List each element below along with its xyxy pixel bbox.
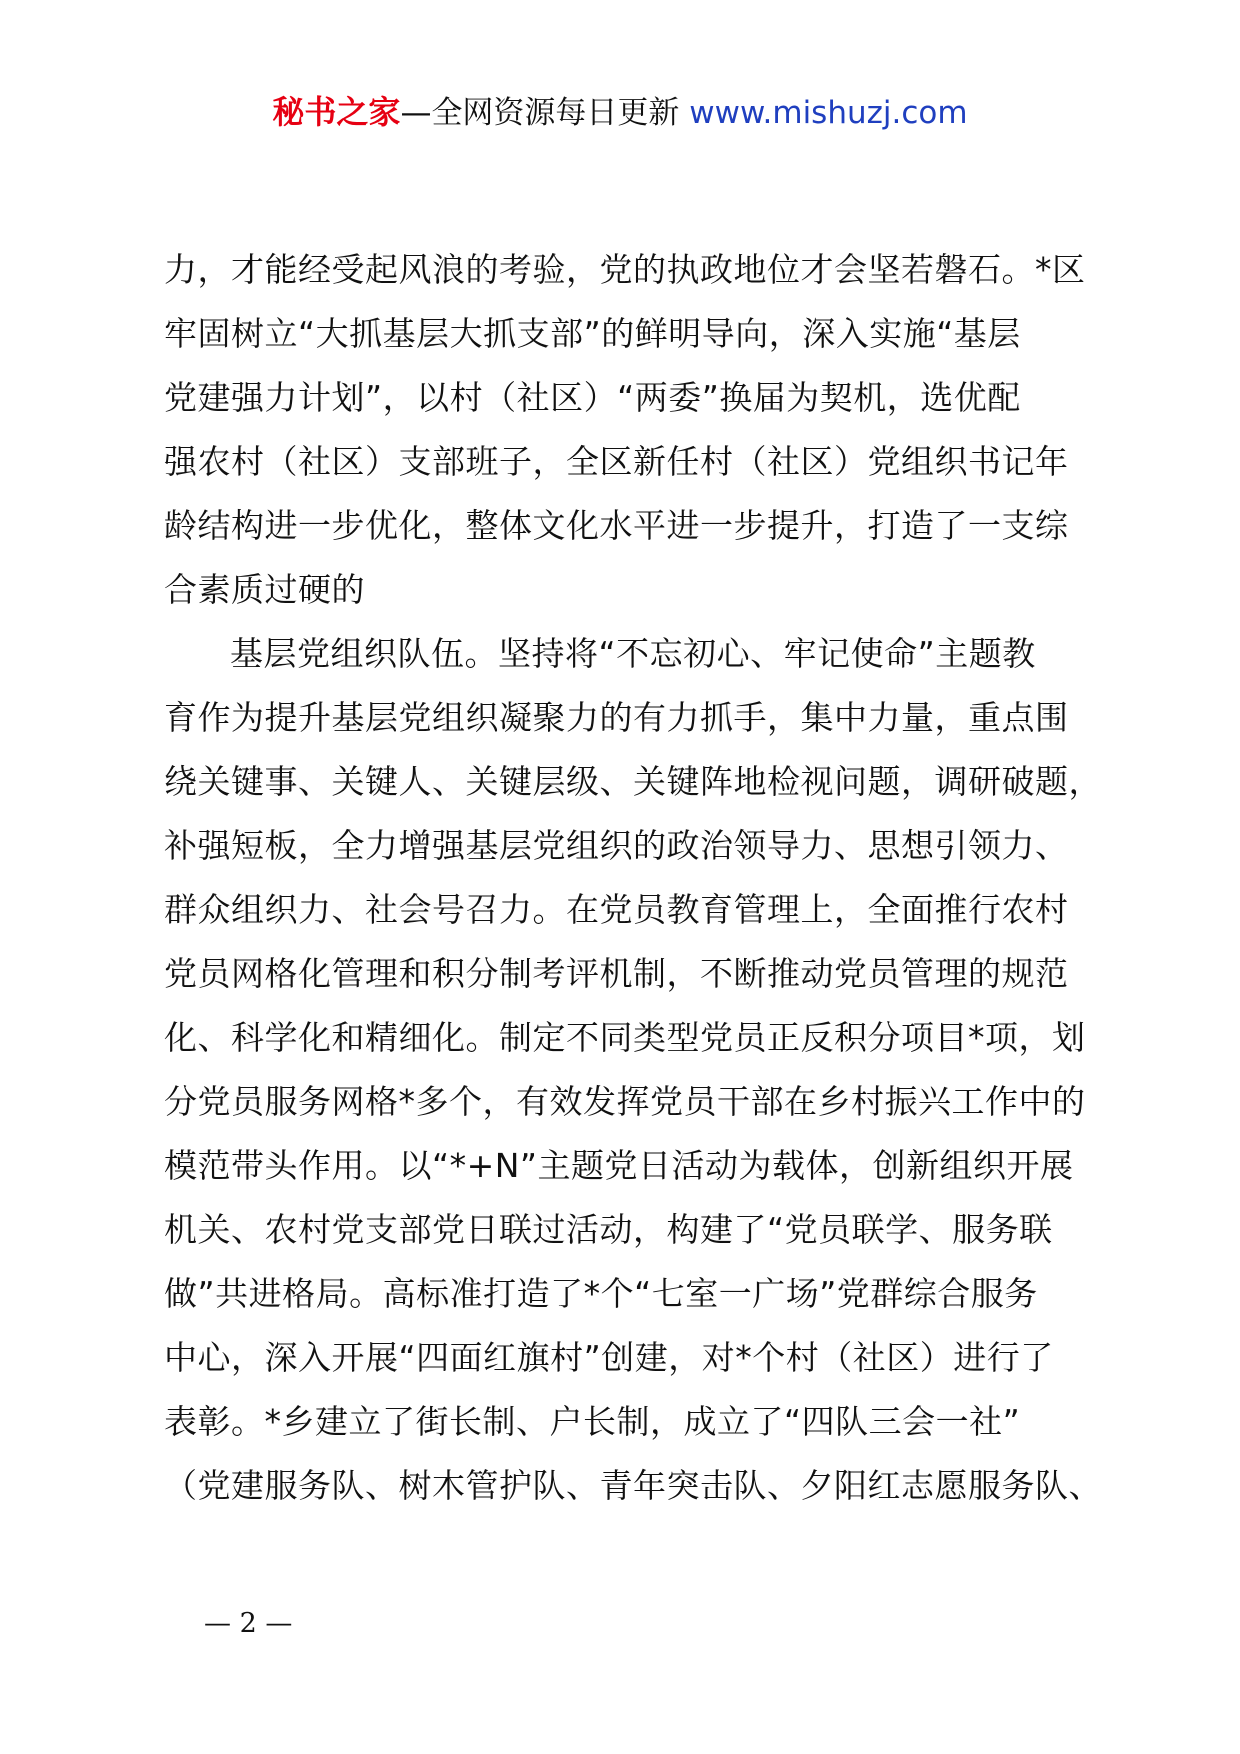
text-line: 中心，深入开展“四面红旗村”创建，对*个村（社区）进行了 xyxy=(164,1338,1054,1377)
document-body xyxy=(164,238,1102,1518)
text-line: 绕关键事、关键人、关键层级、关键阵地检视问题，调研破题， xyxy=(164,762,1102,801)
text-line: 党员网格化管理和积分制考评机制，不断推动党员管理的规范 xyxy=(164,954,1069,993)
text-line: 育作为提升基层党组织凝聚力的有力抓手，集中力量，重点围 xyxy=(164,698,1069,737)
site-url-link[interactable]: www.mishuzj.com xyxy=(689,95,968,131)
text-line: 强农村（社区）支部班子，全区新任村（社区）党组织书记年 xyxy=(164,442,1069,481)
site-header xyxy=(0,92,1240,133)
text-line: 群众组织力、社会号召力。在党员教育管理上，全面推行农村 xyxy=(164,890,1069,929)
text-line: 龄结构进一步优化，整体文化水平进一步提升，打造了一支综 xyxy=(164,506,1069,545)
site-tagline: —全网资源每日更新 xyxy=(400,95,680,131)
text-line: 分党员服务网格*多个，有效发挥党员干部在乡村振兴工作中的 xyxy=(164,1082,1086,1121)
text-line: 做”共进格局。高标准打造了*个“七室一广场”党群综合服务 xyxy=(164,1274,1038,1313)
text-line: 合素质过硬的 xyxy=(164,570,365,609)
paragraph-first-line: 基层党组织队伍。坚持将“不忘初心、牢记使命”主题教 xyxy=(230,634,1036,673)
text-line: 化、科学化和精细化。制定不同类型党员正反积分项目*项，划 xyxy=(164,1018,1086,1057)
text-line: （党建服务队、树木管护队、青年突击队、夕阳红志愿服务队、 xyxy=(164,1466,1102,1505)
site-brand: 秘书之家 xyxy=(272,93,401,131)
text-line: 牢固树立“大抓基层大抓支部”的鲜明导向，深入实施“基层 xyxy=(164,314,1021,353)
text-line: 模范带头作用。以“*+N”主题党日活动为载体，创新组织开展 xyxy=(164,1146,1074,1185)
text-line: 补强短板，全力增强基层党组织的政治领导力、思想引领力、 xyxy=(164,826,1069,865)
text-line: 表彰。*乡建立了街长制、户长制，成立了“四队三会一社” xyxy=(164,1402,1021,1441)
page-number: — 2 — xyxy=(204,1608,293,1639)
text-line: 党建强力计划”，以村（社区）“两委”换届为契机，选优配 xyxy=(164,378,1021,417)
text-line: 机关、农村党支部党日联过活动，构建了“党员联学、服务联 xyxy=(164,1210,1053,1249)
text-line: 力，才能经受起风浪的考验，党的执政地位才会坚若磐石。*区 xyxy=(164,250,1086,289)
